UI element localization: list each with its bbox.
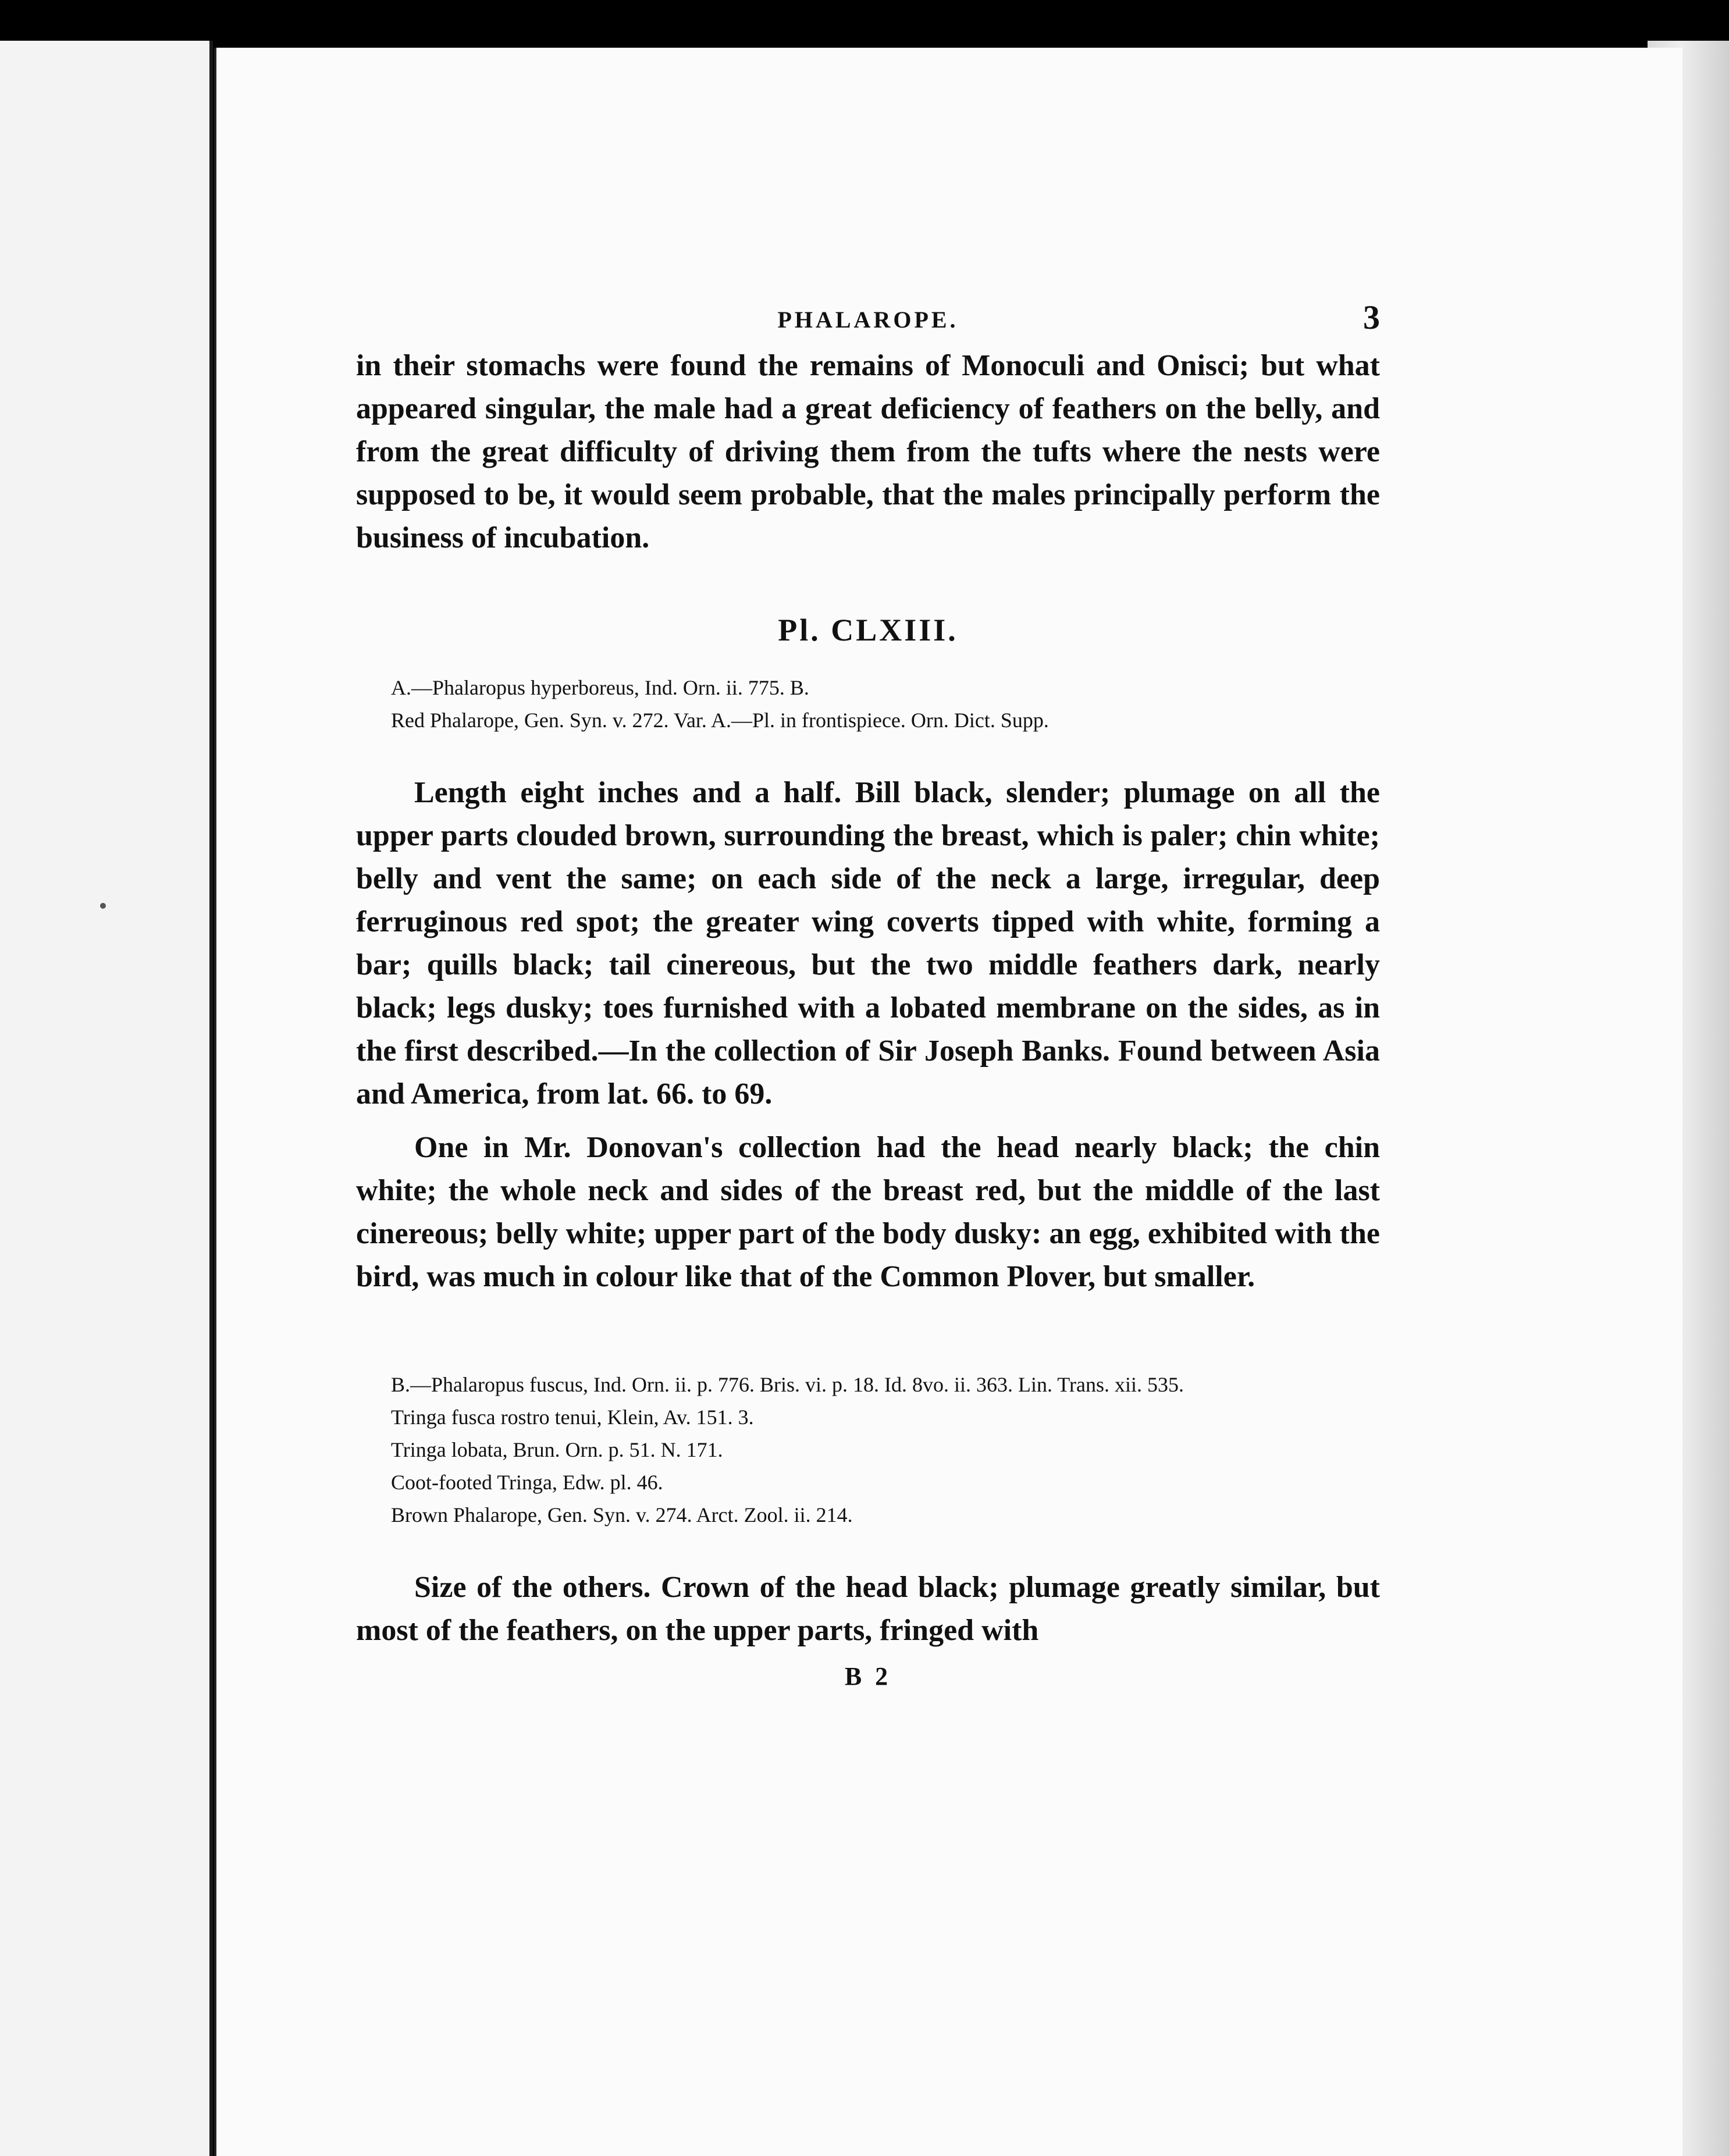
synonym-line: Tringa fusca rostro tenui, Klein, Av. 151. 3. xyxy=(391,1406,754,1429)
plate-heading: Pl. CLXIII. xyxy=(778,613,958,647)
facing-page-edge xyxy=(0,41,213,2156)
synonymy-a xyxy=(391,671,1380,737)
synonym-line: Coot-footed Tringa, Edw. pl. 46. xyxy=(391,1471,663,1494)
synonym-line: Red Phalarope, Gen. Syn. v. 272. Var. A.—Pl. in frontispiece. Orn. Dict. Supp. xyxy=(391,709,1049,732)
book-page xyxy=(216,48,1682,2156)
paragraph-continued: in their stomachs were found the remains of Monoculi and Onisci; but what appeared singular, the male had a great deficiency of feathers on the belly, and from the great difficulty of driving them from the tufts where the nests were supposed to be, it would seem probable, that the males principally perform the business of incubation. xyxy=(356,349,1380,554)
synonym-line: B.—Phalaropus fuscus, Ind. Orn. ii. p. 776. Bris. vi. p. 18. Id. 8vo. ii. 363. Lin. Trans. xii. 535. xyxy=(391,1373,1184,1396)
scan-border-top xyxy=(0,0,1729,41)
description-paragraph: One in Mr. Donovan's collection had the head nearly black; the chin white; the whole neck and sides of the breast red, but the middle of the last cinereous; belly white; upper part of the body dusky: an egg, exhibited with the bird, was much in colour like that of the Common Plover, but smaller. xyxy=(356,1131,1380,1293)
synonymy-b xyxy=(391,1368,1380,1531)
page-content xyxy=(356,298,1380,1691)
page-number: 3 xyxy=(1363,298,1380,336)
description-paragraph: Size of the others. Crown of the head black; plumage greatly similar, but most of the feathers, on the upper parts, fringed with xyxy=(356,1571,1380,1647)
synonym-line: Brown Phalarope, Gen. Syn. v. 274. Arct. Zool. ii. 214. xyxy=(391,1503,853,1527)
scan-speck xyxy=(100,903,106,909)
running-head xyxy=(356,298,1380,344)
running-title: PHALAROPE. xyxy=(777,307,959,333)
description-paragraph: Length eight inches and a half. Bill black, slender; plumage on all the upper parts clouded brown, surrounding the breast, which is paler; chin white; belly and vent the same; on each side of the neck a large, irregular, deep ferruginous red spot; the greater wing coverts tipped with white, forming a bar; quills black; tail cinereous, but the two middle feathers dark, nearly black; legs dusky; toes furnished with a lobated membrane on the sides, as in the first described.—In the collection of Sir Joseph Banks. Found between Asia and America, from lat. 66. to 69. xyxy=(356,776,1380,1111)
synonym-line: Tringa lobata, Brun. Orn. p. 51. N. 171. xyxy=(391,1438,723,1461)
synonym-line: A.—Phalaropus hyperboreus, Ind. Orn. ii. 775. B. xyxy=(391,676,809,699)
signature-mark: B 2 xyxy=(844,1662,892,1691)
